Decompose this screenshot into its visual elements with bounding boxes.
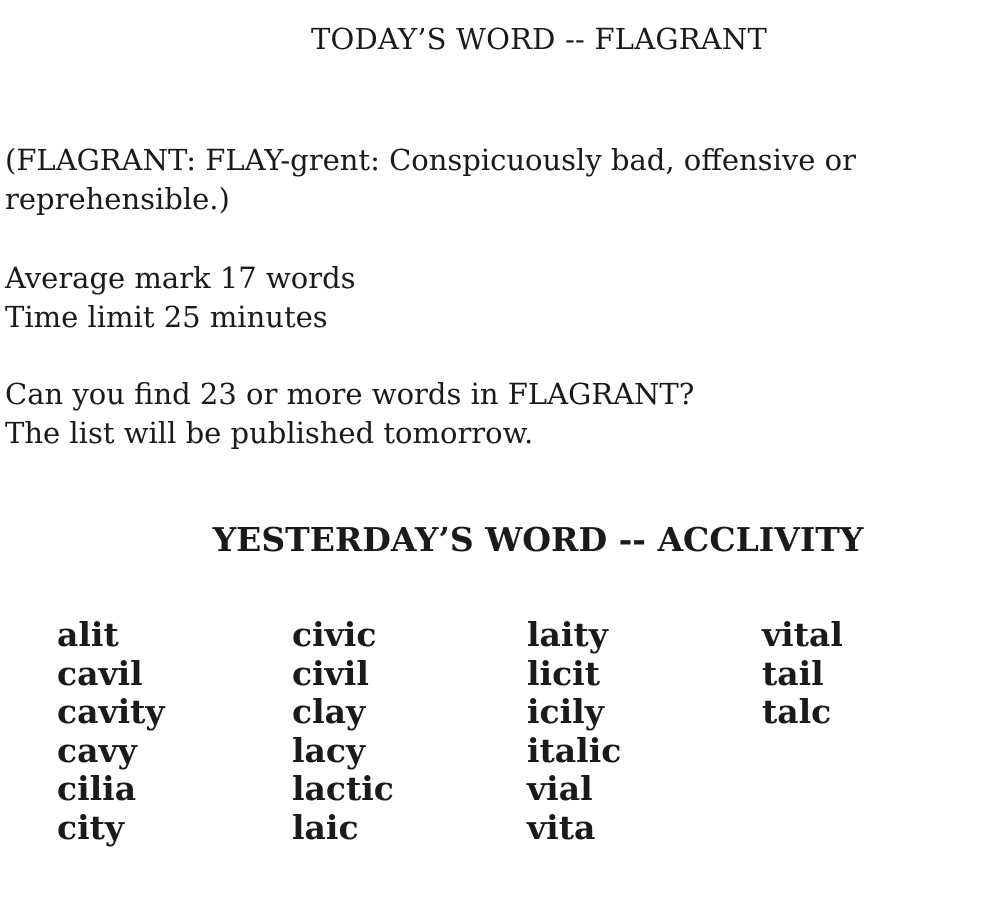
word-list-item: tail: [762, 653, 824, 693]
word-column-2: [292, 616, 527, 847]
word-column-3: [527, 616, 762, 847]
word-list-item: laic: [292, 807, 359, 847]
definition-line: reprehensible.): [5, 182, 230, 216]
word-list-grid: [57, 616, 997, 847]
word-column-4: [762, 616, 997, 847]
word-list-item: city: [57, 807, 125, 847]
word-column-1: [57, 616, 292, 847]
word-list-item: lacy: [292, 730, 366, 770]
word-definition: [5, 141, 905, 219]
word-list-item: icily: [527, 692, 604, 731]
word-list-item: civic: [292, 615, 377, 654]
word-list-item: licit: [527, 653, 600, 693]
word-list-item: cilia: [57, 769, 137, 808]
todays-word-title: TODAY’S WORD -- FLAGRANT: [310, 22, 768, 56]
challenge-question: Can you find 23 or more words in FLAGRANT?: [5, 377, 695, 411]
word-list-item: cavy: [57, 730, 137, 770]
word-list-item: vital: [762, 615, 843, 654]
challenge-text: [5, 375, 694, 453]
word-list-item: cavil: [57, 653, 143, 693]
puzzle-stats: [5, 259, 356, 337]
word-list-item: italic: [527, 730, 622, 770]
definition-line: (FLAGRANT: FLAY-grent: Conspicuously bad, offensive or: [5, 143, 856, 177]
word-list-item: vial: [527, 769, 593, 808]
word-list-item: clay: [292, 692, 366, 731]
publish-note: The list will be published tomorrow.: [5, 416, 534, 450]
yesterdays-word-title: YESTERDAY’S WORD -- ACCLIVITY: [212, 520, 864, 559]
word-list-item: civil: [292, 653, 369, 693]
word-list-item: lactic: [292, 769, 394, 808]
word-list-item: alit: [57, 615, 119, 654]
average-mark: Average mark 17 words: [5, 261, 356, 295]
word-list-item: laity: [527, 615, 608, 654]
word-list-item: cavity: [57, 692, 165, 731]
word-list-item: talc: [762, 692, 832, 731]
word-list-item: vita: [527, 807, 596, 847]
time-limit: Time limit 25 minutes: [5, 300, 328, 334]
